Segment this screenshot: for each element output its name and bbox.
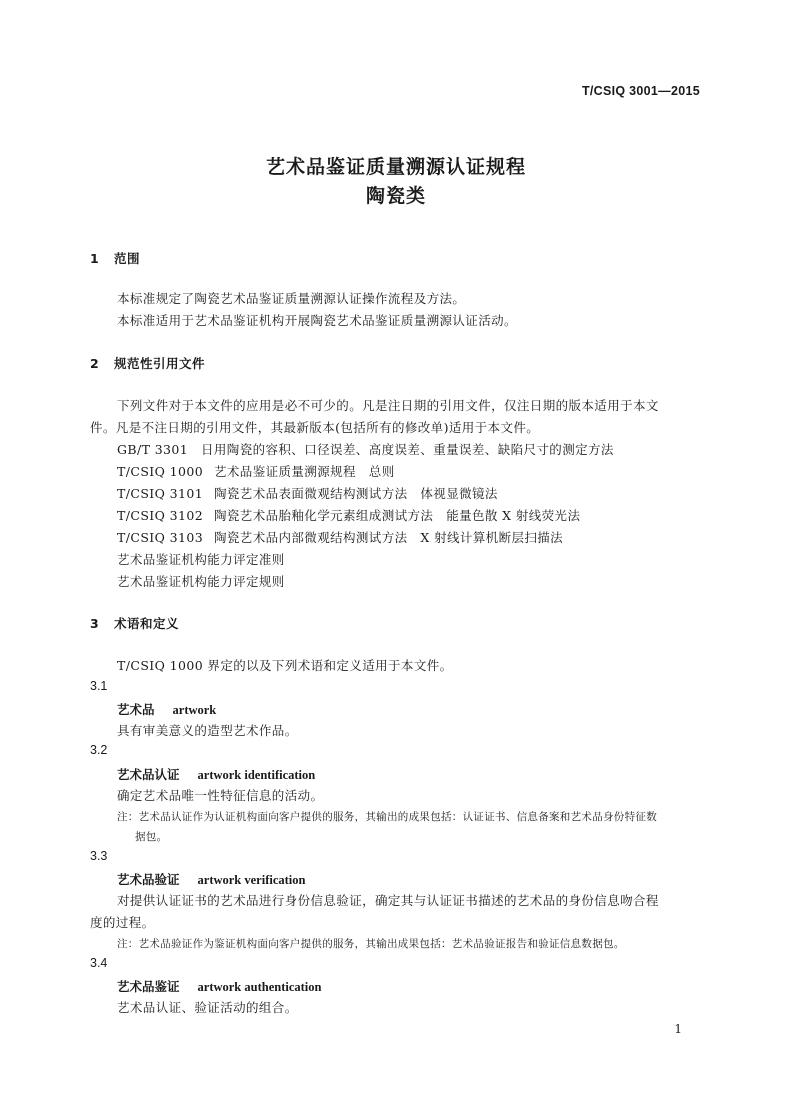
reference-code: T/CSIQ 1000 xyxy=(117,464,204,479)
document-title: 艺术品鉴证质量溯源认证规程 xyxy=(265,156,526,178)
document-subtitle: 陶瓷类 xyxy=(365,185,426,207)
reference-code: T/CSIQ 3101 xyxy=(117,486,204,501)
reference-title: 陶瓷艺术品表面微观结构测试方法 体视显微镜法 xyxy=(214,486,498,501)
section-1-heading xyxy=(90,249,140,267)
term-definition: 确定艺术品唯一性特征信息的活动。 xyxy=(117,788,324,803)
term-en: artwork identification xyxy=(197,768,316,782)
section-number: 2 xyxy=(90,356,100,371)
term-note-continuation: 据包。 xyxy=(135,831,168,843)
term-definition-continuation: 度的过程。 xyxy=(90,915,155,930)
term-heading xyxy=(117,977,321,995)
term-note: 注：艺术品验证作为鉴证机构面向客户提供的服务，其输出成果包括：艺术品验证报告和验证信息数据包。 xyxy=(117,938,625,950)
page-number: 1 xyxy=(674,1022,682,1036)
reference-item xyxy=(117,440,614,458)
term-en: artwork authentication xyxy=(197,980,322,994)
section-number: 1 xyxy=(90,251,100,266)
section-number: 3 xyxy=(90,616,100,631)
term-zh: 艺术品鉴证 xyxy=(117,979,180,994)
paragraph: 下列文件对于本文件的应用是必不可少的。凡是注日期的引用文件，仅注日期的版本适用于本文 xyxy=(117,398,659,413)
term-en: artwork xyxy=(172,703,217,717)
reference-title: 艺术品鉴证质量溯源规程 总则 xyxy=(214,464,395,479)
reference-item: 艺术品鉴证机构能力评定准则 xyxy=(117,552,285,567)
section-heading-text: 范围 xyxy=(114,251,141,266)
term-number: 3.1 xyxy=(90,679,108,693)
paragraph: 本标准规定了陶瓷艺术品鉴证质量溯源认证操作流程及方法。 xyxy=(117,291,466,306)
paragraph: T/CSIQ 1000 界定的以及下列术语和定义适用于本文件。 xyxy=(117,658,453,673)
term-definition: 对提供认证证书的艺术品进行身份信息验证，确定其与认证证书描述的艺术品的身份信息吻合程 xyxy=(117,893,659,908)
reference-item xyxy=(117,462,395,480)
reference-item xyxy=(117,484,498,502)
term-heading xyxy=(117,700,216,718)
term-definition: 艺术品认证、验证活动的组合。 xyxy=(117,1000,298,1015)
section-heading-text: 术语和定义 xyxy=(114,616,180,631)
term-definition: 具有审美意义的造型艺术作品。 xyxy=(117,723,298,738)
section-heading-text: 规范性引用文件 xyxy=(114,356,206,371)
term-zh: 艺术品验证 xyxy=(117,872,180,887)
term-note: 注：艺术品认证作为认证机构面向客户提供的服务，其输出的成果包括：认证证书、信息备案和艺术品身份特征数 xyxy=(117,811,657,823)
term-number: 3.2 xyxy=(90,743,108,757)
reference-item: 艺术品鉴证机构能力评定规则 xyxy=(117,574,285,589)
reference-item xyxy=(117,506,580,524)
term-en: artwork verification xyxy=(197,873,306,887)
paragraph-continuation: 件。凡是不注日期的引用文件，其最新版本(包括所有的修改单)适用于本文件。 xyxy=(90,420,540,435)
reference-title: 陶瓷艺术品胎釉化学元素组成测试方法 能量色散 X 射线荧光法 xyxy=(214,508,581,523)
reference-item xyxy=(117,528,563,546)
term-zh: 艺术品 xyxy=(117,702,155,717)
section-2-heading xyxy=(90,354,205,372)
standard-code: T/CSIQ 3001—2015 xyxy=(581,84,700,98)
term-number: 3.4 xyxy=(90,956,108,970)
reference-code: GB/T 3301 xyxy=(117,442,189,457)
reference-code: T/CSIQ 3102 xyxy=(117,508,204,523)
term-zh: 艺术品认证 xyxy=(117,767,180,782)
term-heading xyxy=(117,765,315,783)
reference-title: 陶瓷艺术品内部微观结构测试方法 X 射线计算机断层扫描法 xyxy=(214,530,564,545)
term-number: 3.3 xyxy=(90,849,108,863)
section-3-heading xyxy=(90,614,179,632)
reference-code: T/CSIQ 3103 xyxy=(117,530,204,545)
term-heading xyxy=(117,870,305,888)
paragraph: 本标准适用于艺术品鉴证机构开展陶瓷艺术品鉴证质量溯源认证活动。 xyxy=(117,313,517,328)
reference-title: 日用陶瓷的容积、口径误差、高度误差、重量误差、缺陷尺寸的测定方法 xyxy=(201,442,614,457)
